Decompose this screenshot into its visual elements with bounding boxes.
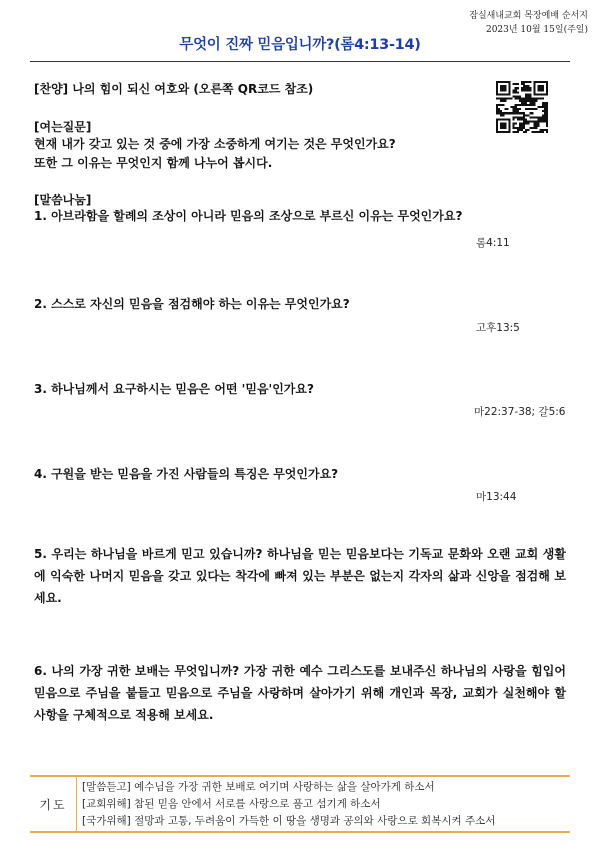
question-2: 2. 스스로 자신의 믿음을 점검해야 하는 이유는 무엇인가요? — [34, 297, 350, 311]
opening-question-line: 현재 내가 갖고 있는 것 중에 가장 소중하게 여기는 것은 무엇인가요? — [34, 137, 396, 151]
qr-code-icon[interactable] — [496, 81, 548, 133]
sharing-label: [말씀나눔] — [34, 193, 92, 207]
prayer-label: 기도 — [30, 777, 77, 831]
prayer-line: [국가위해] 절망과 고통, 두려움이 가득한 이 땅을 생명과 공의와 사랑으로 회복시켜 주소서 — [82, 815, 496, 827]
question-4: 4. 구원을 받는 믿음을 가진 사람들의 특징은 무엇인가요? — [34, 467, 339, 481]
question-2-reference: 고후13:5 — [476, 322, 520, 334]
page-title: 무엇이 진짜 믿음입니까?(롬4:13-14) — [179, 37, 421, 53]
title-divider — [30, 61, 570, 62]
question-3-reference: 마22:37-38; 갈5:6 — [474, 406, 566, 418]
prayer-box — [30, 775, 570, 833]
service-date: 2023년 10월 15일(주일) — [485, 25, 588, 35]
question-5: 5. 우리는 하나님을 바르게 믿고 있습니까? 하나님을 믿는 믿음보다는 기독교 문화와 오랜 교회 생활에 익숙한 나머지 믿음을 갖고 있다는 착각에 빠져 있는 부분은 없는지 각자의 삶과 신앙을 점검해 보세요. — [34, 547, 566, 605]
opening-question-label: [여는질문] — [34, 120, 92, 134]
prayer-line: [말씀듣고] 예수님을 가장 귀한 보배로 여기며 사랑하는 삶을 살아가게 하소서 — [82, 781, 435, 793]
question-6: 6. 나의 가장 귀한 보배는 무엇입니까? 가장 귀한 예수 그리스도를 보내주신 하나님의 사랑을 힘입어 믿음으로 주님을 붙들고 믿음으로 주님을 사랑하며 살아가기 위해 개인과 목장, 교회가 실천해야 할 사항을 구체적으로 적용해 보세요. — [34, 664, 566, 722]
church-name: 잠실새내교회 목장예배 순서지 — [469, 11, 588, 21]
prayer-lines — [82, 779, 495, 830]
question-1-reference: 롬4:11 — [476, 237, 510, 249]
opening-question-line: 또한 그 이유는 무엇인지 함께 나누어 봅시다. — [34, 156, 273, 170]
question-4-reference: 마13:44 — [476, 491, 517, 503]
question-1: 1. 아브라함을 할례의 조상이 아니라 믿음의 조상으로 부르신 이유는 무엇인가요? — [34, 209, 463, 223]
question-3: 3. 하나님께서 요구하시는 믿음은 어떤 '믿음'인가요? — [34, 382, 314, 396]
prayer-line: [교회위해] 참된 믿음 안에서 서로를 사랑으로 품고 섬기게 하소서 — [82, 798, 381, 810]
praise-line: [찬양] 나의 힘이 되신 여호와 (오른쪽 QR코드 참조) — [34, 82, 314, 96]
